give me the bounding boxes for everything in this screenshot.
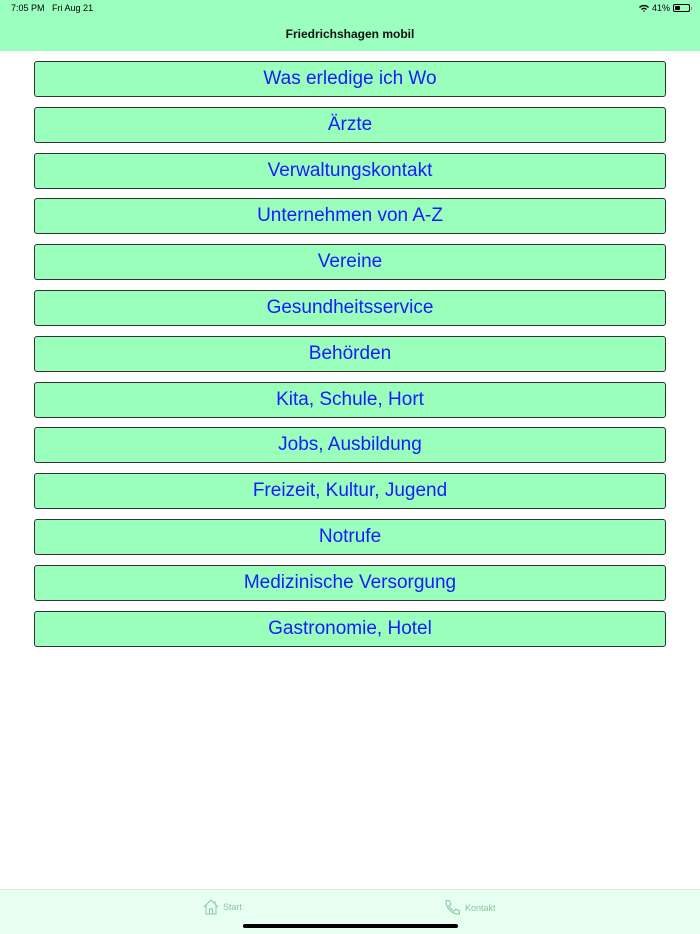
tab-kontakt-label: Kontakt bbox=[465, 902, 496, 913]
tab-kontakt[interactable] bbox=[444, 899, 496, 916]
status-right bbox=[639, 3, 690, 13]
home-indicator bbox=[243, 924, 458, 928]
status-time: 7:05 PM bbox=[11, 3, 45, 13]
battery-icon bbox=[673, 4, 690, 12]
menu-button-1[interactable]: Ärzte bbox=[34, 107, 666, 143]
nav-header bbox=[0, 0, 700, 51]
house-icon bbox=[203, 899, 219, 915]
wifi-icon bbox=[639, 4, 649, 12]
menu-button-3[interactable]: Unternehmen von A-Z bbox=[34, 198, 666, 234]
menu-button-6[interactable]: Behörden bbox=[34, 336, 666, 372]
menu-button-0[interactable]: Was erledige ich Wo bbox=[34, 61, 666, 97]
tab-start[interactable] bbox=[203, 899, 242, 915]
menu-button-12[interactable]: Gastronomie, Hotel bbox=[34, 611, 666, 647]
menu-button-2[interactable]: Verwaltungskontakt bbox=[34, 153, 666, 189]
menu-button-8[interactable]: Jobs, Ausbildung bbox=[34, 427, 666, 463]
phone-icon bbox=[444, 899, 461, 916]
menu-button-9[interactable]: Freizeit, Kultur, Jugend bbox=[34, 473, 666, 509]
battery-percent: 41% bbox=[651, 3, 670, 13]
menu-button-11[interactable]: Medizinische Versorgung bbox=[34, 565, 666, 601]
tab-start-label: Start bbox=[223, 902, 243, 912]
page-title: Friedrichshagen mobil bbox=[285, 27, 415, 41]
menu-button-5[interactable]: Gesundheitsservice bbox=[34, 290, 666, 326]
menu-button-10[interactable]: Notrufe bbox=[34, 519, 666, 555]
menu-button-4[interactable]: Vereine bbox=[34, 244, 666, 280]
status-date: Fri Aug 21 bbox=[52, 3, 94, 13]
status-time-date bbox=[11, 3, 93, 13]
menu-button-7[interactable]: Kita, Schule, Hort bbox=[34, 382, 666, 418]
menu-list bbox=[34, 61, 666, 656]
